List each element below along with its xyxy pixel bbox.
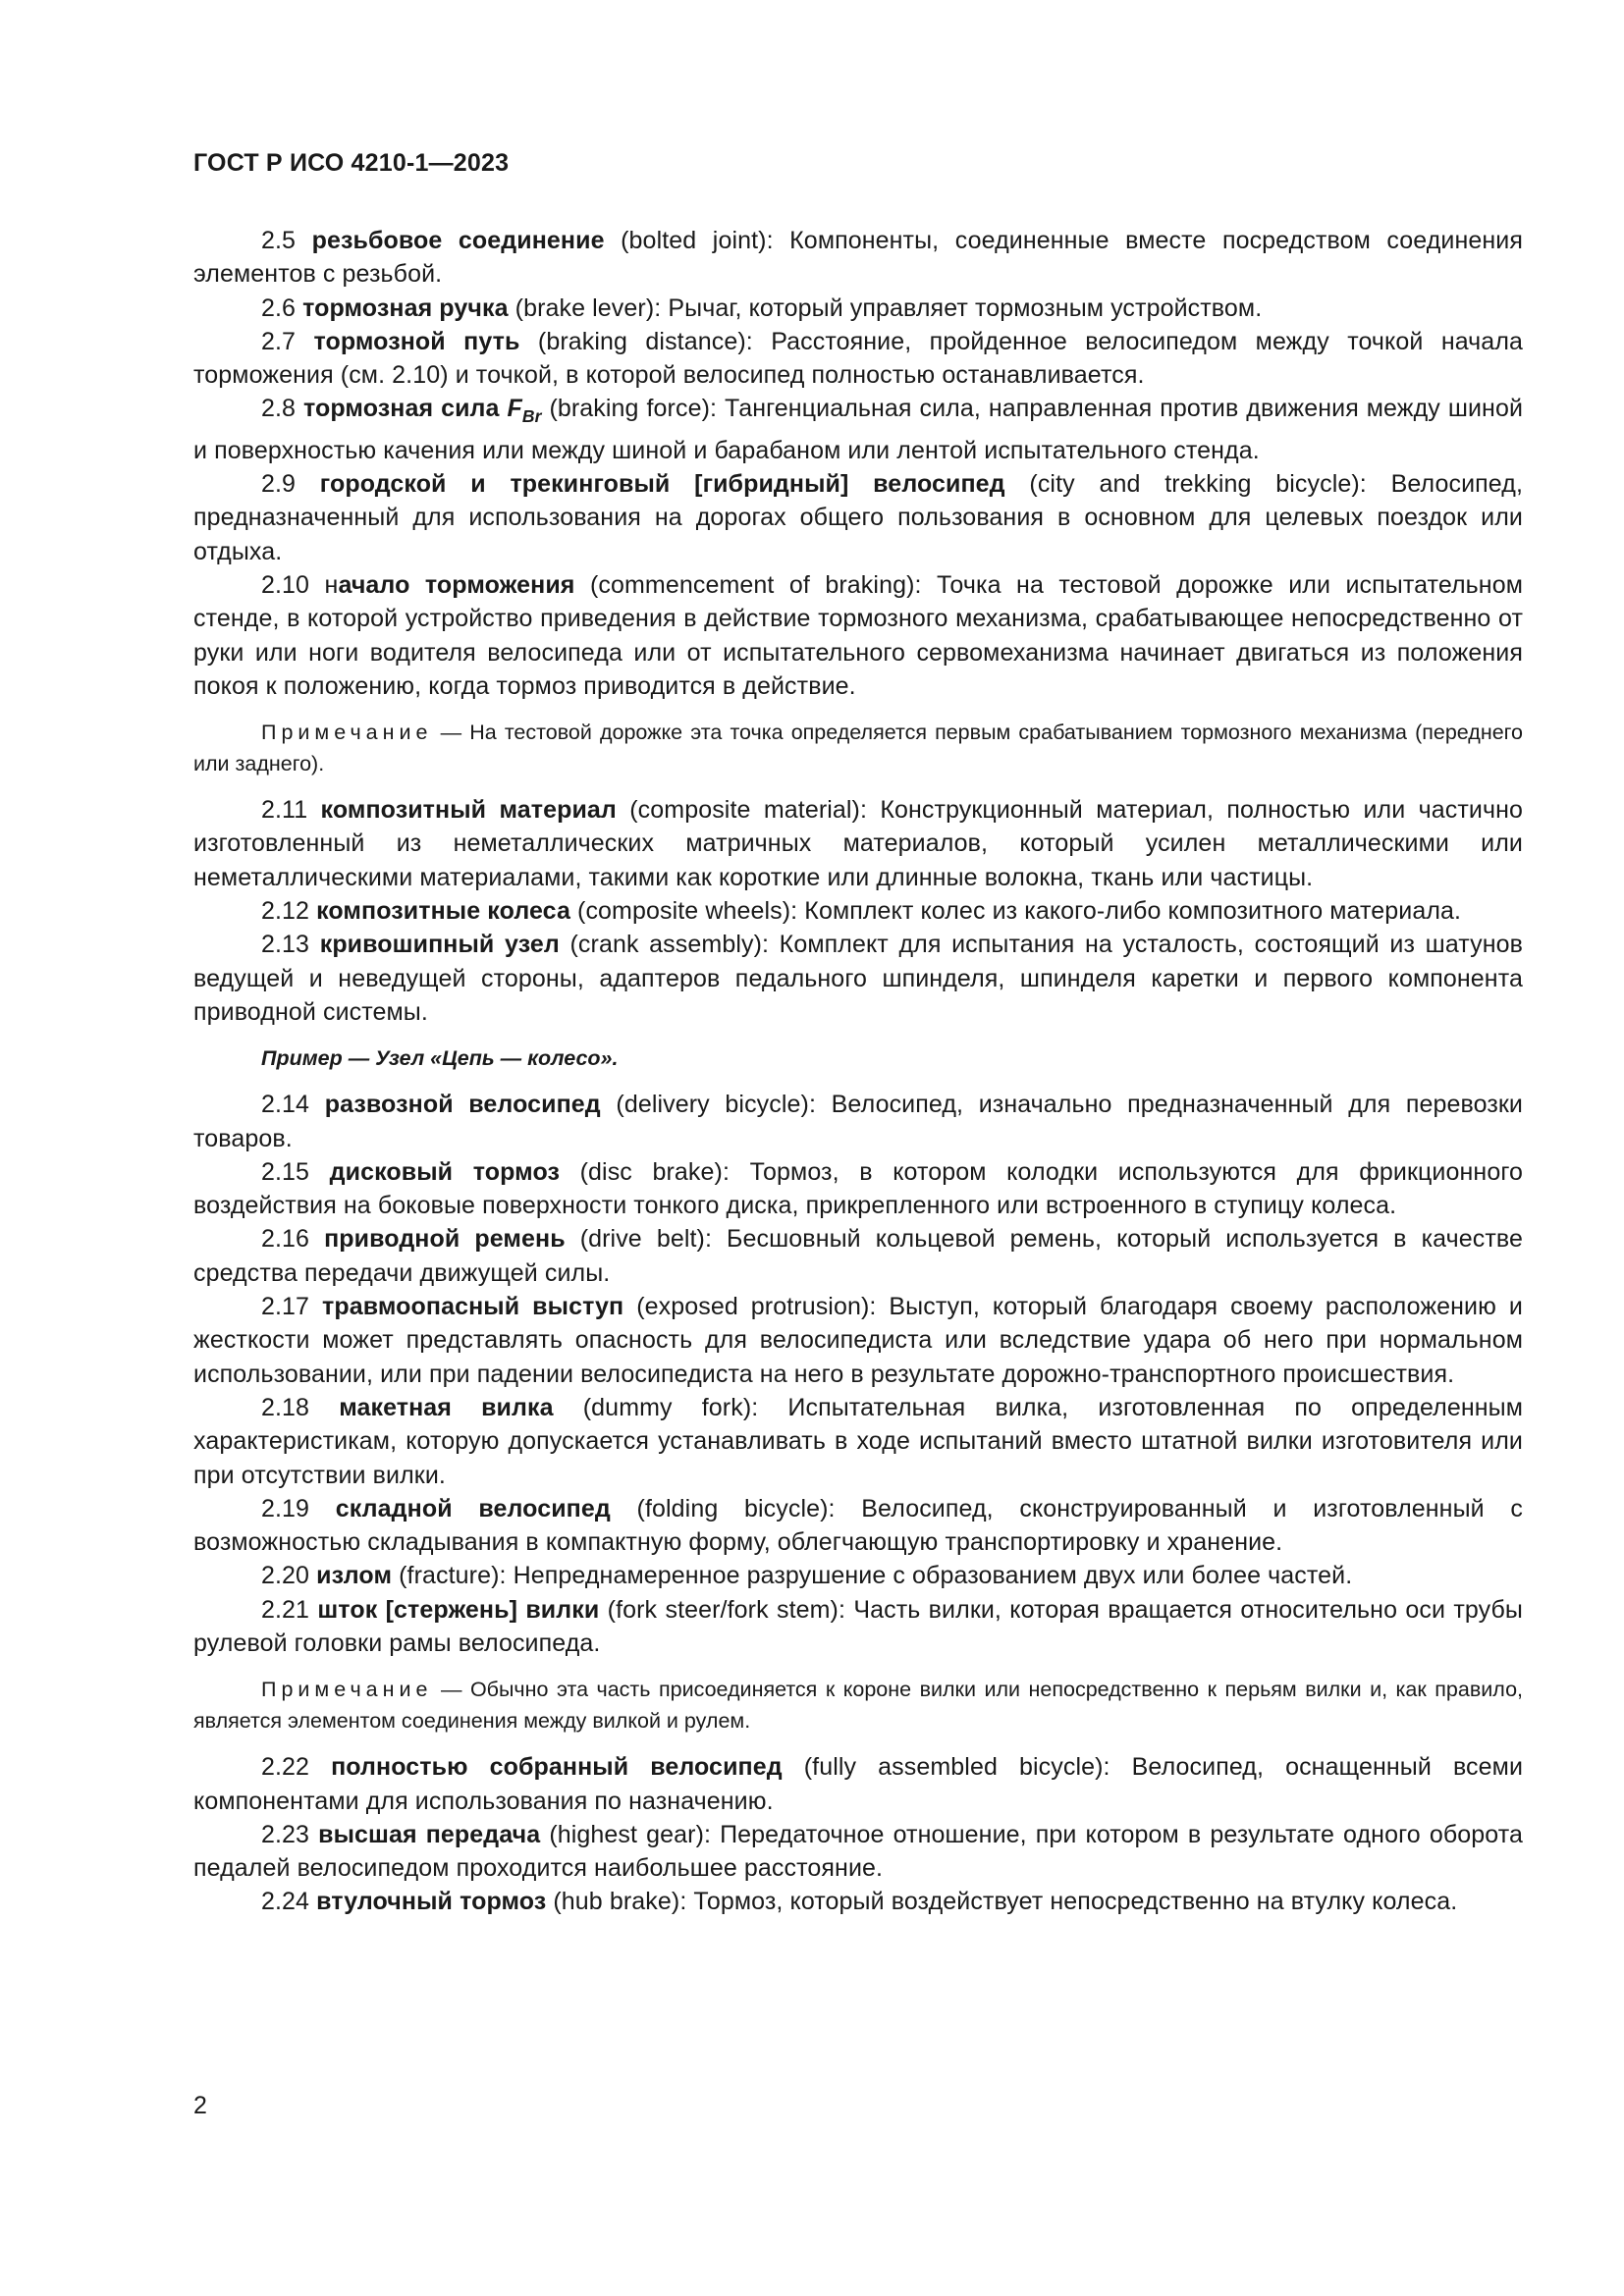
- note-text: — Обычно эта часть присоединяется к короне вилки или непосредственно к перьям вилки и, как правило, является элементом соединения между вилкой и рулем.: [193, 1678, 1523, 1734]
- term-definition: (bolted joint): Компоненты, соединенные вместе посредством соединения элементов с резьбой.: [193, 227, 1523, 289]
- term-name: втулочный тормоз: [316, 1888, 547, 1916]
- note-label: Примечание: [261, 1678, 433, 1702]
- term-number: 2.17: [261, 1293, 310, 1321]
- term-name: тормозная ручка: [302, 294, 509, 322]
- term-definition: (highest gear): Передаточное отношение, при котором в результате одного оборота педалей велосипедом проходится наибольшее расстояние.: [193, 1820, 1523, 1883]
- term-symbol-subscript: Br: [521, 406, 542, 427]
- term-entry-2-6: [193, 292, 1523, 325]
- term-entry-2-9: [193, 467, 1523, 568]
- term-entry-2-10: [193, 568, 1523, 703]
- term-definition: (fully assembled bicycle): Велосипед, оснащенный всеми компонентами для использования по назначению.: [193, 1753, 1524, 1815]
- term-name: дисковый тормоз: [329, 1157, 561, 1186]
- term-number: 2.13: [261, 931, 310, 959]
- term-entry-2-22: [193, 1750, 1523, 1818]
- term-definition: (exposed protrusion): Выступ, который благодаря своему расположению и жесткости может представлять опасность для велосипедиста или вследствие удара об него при нормальном использовании, или при падении велосипедиста на него в результате дорожно-транспортного происшествия.: [193, 1293, 1523, 1388]
- term-name: приводной ремень: [324, 1225, 566, 1254]
- term-definition: (delivery bicycle): Велосипед, изначально предназначенный для перевозки товаров.: [193, 1091, 1523, 1152]
- term-name: шток [стержень] вилки: [317, 1595, 600, 1624]
- term-number: 2.22: [261, 1753, 310, 1782]
- term-number: 2.19: [261, 1494, 310, 1522]
- term-definition: (composite material): Конструкционный материал, полностью или частично изготовленный из неметаллических матричных материалов, который усилен металлическими или неметаллическими материалами, такими как короткие или длинные волокна, ткань или частицы.: [193, 796, 1523, 891]
- term-number: 2.5: [261, 227, 297, 254]
- term-number: 2.23: [261, 1820, 310, 1848]
- term-number: 2.11: [261, 796, 308, 825]
- term-number: 2.6: [261, 294, 297, 322]
- term-definition: (disc brake): Тормоз, в котором колодки используются для фрикционного воздействия на боковые поверхности тонкого диска, прикрепленного или встроенного в ступицу колеса.: [193, 1157, 1523, 1220]
- term-entry-2-13: [193, 928, 1523, 1029]
- term-definition: (dummy fork): Испытательная вилка, изготовленная по определенным характеристикам, которую допускается устанавливать в ходе испытаний вместо штатной вилки изготовителя или при отсутствии вилки.: [193, 1393, 1523, 1489]
- term-entry-2-21: [193, 1593, 1523, 1661]
- term-number: 2.20: [261, 1562, 310, 1590]
- term-entry-2-19: [193, 1492, 1523, 1560]
- term-definition: (braking distance): Расстояние, пройденное велосипедом между точкой начала торможения (см. 2.10) и точкой, в которой велосипед полностью останавливается.: [193, 327, 1524, 390]
- term-name: тормозной путь: [313, 327, 520, 355]
- term-entry-2-16: [193, 1222, 1523, 1290]
- term-name: складной велосипед: [335, 1494, 611, 1522]
- term-name: излом: [316, 1562, 393, 1590]
- term-entry-2-23: [193, 1818, 1523, 1886]
- term-number: 2.7: [261, 327, 297, 355]
- term-entry-2-14: [193, 1088, 1523, 1155]
- term-number: 2.14: [261, 1091, 310, 1119]
- term-number: 2.12: [261, 897, 310, 926]
- term-entry-2-15: [193, 1155, 1523, 1223]
- term-name: кривошипный узел: [319, 931, 560, 959]
- page-number: 2: [193, 2092, 207, 2119]
- example-2-13: Пример — Узел «Цепь — колесо».: [261, 1046, 619, 1071]
- note-2-21: [193, 1674, 1523, 1736]
- term-definition: (crank assembly): Комплект для испытания на усталость, состоящий из шатунов ведущей и неведущей стороны, адаптеров педального шпинделя, шпинделя каретки и первого компонента приводной системы.: [193, 931, 1524, 1026]
- term-name: композитные колеса: [316, 897, 570, 926]
- term-definition: (fork steer/fork stem): Часть вилки, которая вращается относительно оси трубы рулевой головки рамы велосипеда.: [193, 1595, 1524, 1657]
- term-name: макетная вилка: [339, 1393, 554, 1421]
- term-name: ачало торможения: [338, 570, 575, 599]
- term-number: 2.10: [261, 570, 310, 599]
- term-number: 2.18: [261, 1393, 310, 1421]
- term-entry-2-20: [193, 1559, 1523, 1592]
- term-name: резьбовое соединение: [311, 227, 605, 254]
- term-definition: (drive belt): Бесшовный кольцевой ремень, который используется в качестве средства передачи движущей силы.: [193, 1225, 1523, 1287]
- term-definition: (folding bicycle): Велосипед, сконструированный и изготовленный с возможностью складывания в компактную форму, облегчающую транспортировку и хранение.: [193, 1494, 1523, 1557]
- term-number: 2.24: [261, 1888, 310, 1916]
- term-entry-2-5: [193, 224, 1523, 292]
- term-name: композитный материал: [320, 796, 617, 825]
- term-name: травмоопасный выступ: [322, 1293, 624, 1321]
- term-number: 2.21: [261, 1595, 310, 1624]
- term-name: полностью собранный велосипед: [331, 1753, 783, 1782]
- term-number: 2.9: [261, 470, 297, 499]
- term-definition: (fracture): Непреднамеренное разрушение с образованием двух или более частей.: [392, 1562, 1353, 1590]
- term-definition: (commencement of braking): Точка на тестовой дорожке или испытательном стенде, в которой устройство приведения в действие тормозного механизма, срабатывающее непосредственно от руки или ноги водителя велосипеда или от испытательного сервомеханизма начинает двигаться из положения покоя к положению, когда тормоз приводится в действие.: [193, 570, 1524, 700]
- term-name-prefix: н: [324, 570, 339, 599]
- note-2-10: [193, 717, 1523, 779]
- term-entry-2-12: [193, 894, 1523, 928]
- term-definition: (braking force): Тангенциальная сила, направленная против движения между шиной и поверхностью качения или между шиной и барабаном или лентой испытательного стенда.: [193, 395, 1524, 464]
- term-number: 2.15: [261, 1157, 310, 1186]
- note-text: — На тестовой дорожке эта точка определяется первым срабатыванием тормозного механизма (переднего или заднего).: [193, 721, 1523, 776]
- term-name: городской и трекинговый [гибридный] велосипед: [319, 470, 1005, 499]
- term-definition: (hub brake): Тормоз, который воздействует непосредственно на втулку колеса.: [546, 1888, 1458, 1916]
- term-entry-2-24: [193, 1885, 1523, 1918]
- terms-list: [193, 224, 1523, 1919]
- term-entry-2-8: [193, 392, 1523, 467]
- term-symbol: F: [507, 395, 522, 423]
- term-name: тормозная сила: [303, 395, 500, 423]
- term-entry-2-18: [193, 1391, 1523, 1492]
- term-definition: (city and trekking bicycle): Велосипед, предназначенный для использования на дорогах общего пользования в основном для целевых поездок или отдыха.: [193, 470, 1523, 565]
- term-entry-2-7: [193, 325, 1523, 393]
- term-definition: (brake lever): Рычаг, который управляет тормозным устройством.: [508, 294, 1263, 322]
- term-number: 2.16: [261, 1225, 310, 1254]
- term-name: высшая передача: [318, 1820, 541, 1848]
- term-entry-2-11: [193, 793, 1523, 894]
- term-number: 2.8: [261, 395, 297, 423]
- standard-designation: ГОСТ Р ИСО 4210-1—2023: [193, 149, 510, 177]
- term-definition: (composite wheels): Комплект колес из какого-либо композитного материала.: [569, 897, 1462, 926]
- note-label: Примечание: [261, 721, 433, 745]
- term-entry-2-17: [193, 1290, 1523, 1391]
- term-name: развозной велосипед: [324, 1091, 601, 1119]
